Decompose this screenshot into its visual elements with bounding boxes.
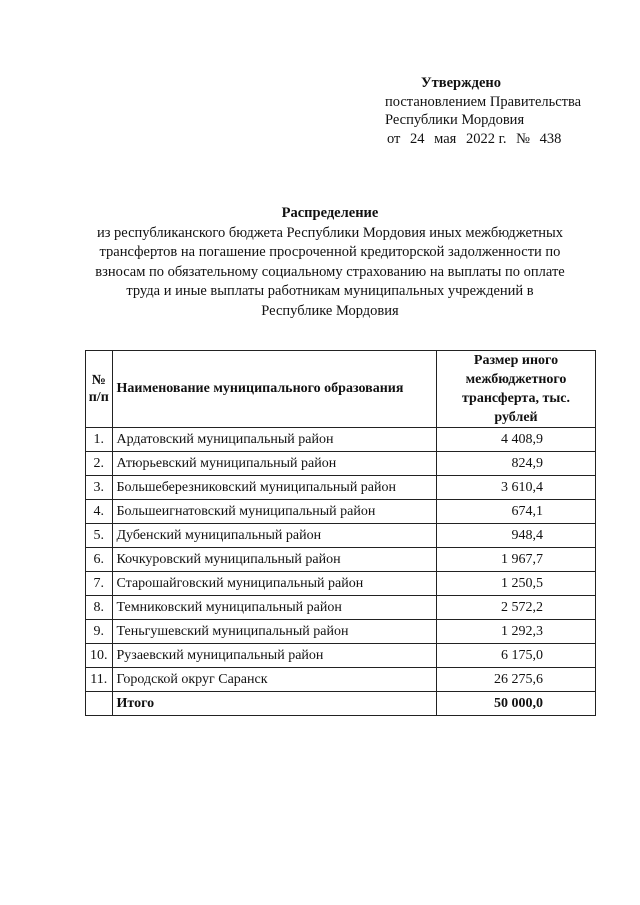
row-value: 674,1 — [437, 500, 596, 524]
row-number: 1. — [86, 428, 113, 452]
row-name: Атюрьевский муниципальный район — [112, 452, 437, 476]
row-number: 5. — [86, 524, 113, 548]
approval-heading: Утверждено — [421, 75, 501, 91]
row-value: 948,4 — [437, 524, 596, 548]
row-value: 1 967,7 — [437, 548, 596, 572]
subtitle-line: Республике Мордовия — [261, 302, 399, 319]
row-name: Кочкуровский муниципальный район — [112, 548, 437, 572]
row-value: 2 572,2 — [437, 596, 596, 620]
header-amount-line: межбюджетного — [465, 372, 567, 387]
header-name: Наименование муниципального образования — [112, 351, 437, 428]
subtitle-line: из республиканского бюджета Республики Мордовия иных межбюджетных — [96, 224, 564, 241]
table-row — [86, 476, 596, 500]
table-row — [86, 428, 596, 452]
total-number-cell — [86, 692, 113, 716]
row-number: 2. — [86, 452, 113, 476]
table-row — [86, 452, 596, 476]
row-name: Ардатовский муниципальный район — [112, 428, 437, 452]
row-value: 1 250,5 — [437, 572, 596, 596]
approval-line-1: постановлением Правительства — [385, 93, 582, 110]
row-value: 6 175,0 — [437, 644, 596, 668]
row-name: Городской округ Саранск — [112, 668, 437, 692]
total-label: Итого — [112, 692, 437, 716]
approval-month: мая — [434, 130, 457, 147]
distribution-table — [85, 350, 596, 716]
subtitle-line: труда и иные выплаты работникам муниципальных учреждений в — [126, 283, 534, 299]
row-name: Дубенский муниципальный район — [112, 524, 437, 548]
table-row — [86, 548, 596, 572]
row-number: 11. — [86, 668, 113, 692]
row-name: Большеигнатовский муниципальный район — [112, 500, 437, 524]
header-amount-line: трансферта, тыс. — [461, 391, 570, 406]
row-number: 9. — [86, 620, 113, 644]
row-value: 4 408,9 — [437, 428, 596, 452]
row-value: 1 292,3 — [437, 620, 596, 644]
approval-number: 438 — [539, 130, 562, 147]
approval-line-2: Республики Мордовия — [385, 112, 525, 128]
total-value: 50 000,0 — [437, 692, 596, 716]
row-number: 3. — [86, 476, 113, 500]
row-name: Рузаевский муниципальный район — [112, 644, 437, 668]
approval-day: 24 — [410, 130, 425, 147]
header-number — [86, 351, 113, 428]
subtitle-line: трансфертов на погашение просроченной кредиторской задолженности по — [99, 244, 561, 260]
row-number: 4. — [86, 500, 113, 524]
row-number: 10. — [86, 644, 113, 668]
subtitle-line: взносам по обязательному социальному страхованию на выплаты по оплате — [95, 263, 565, 280]
table-row — [86, 596, 596, 620]
document-title: Распределение — [281, 205, 379, 221]
row-name: Темниковский муниципальный район — [112, 596, 437, 620]
row-value: 26 275,6 — [437, 668, 596, 692]
table-total-row — [86, 692, 596, 716]
row-name: Большеберезниковский муниципальный район — [112, 476, 437, 500]
header-amount-line: рублей — [494, 410, 538, 425]
approval-stamp — [385, 74, 581, 148]
approval-year: 2022 г. — [465, 130, 507, 147]
table-header-row — [86, 351, 596, 428]
table-row — [86, 644, 596, 668]
header-number-sign: № — [91, 373, 106, 388]
row-name: Теньгушевский муниципальный район — [112, 620, 437, 644]
row-value: 824,9 — [437, 452, 596, 476]
approval-number-sign: № — [516, 130, 530, 147]
row-name: Старошайговский муниципальный район — [112, 572, 437, 596]
approval-date-prefix: от — [387, 130, 401, 147]
row-number: 8. — [86, 596, 113, 620]
row-number: 6. — [86, 548, 113, 572]
table-row — [86, 572, 596, 596]
header-number-abbr: п/п — [88, 390, 109, 405]
table-row — [86, 500, 596, 524]
row-number: 7. — [86, 572, 113, 596]
document-title-block — [70, 204, 590, 321]
approval-date — [387, 130, 581, 149]
table-row — [86, 668, 596, 692]
header-amount-line: Размер иного — [473, 353, 559, 368]
table-row — [86, 620, 596, 644]
header-amount — [437, 351, 596, 428]
row-value: 3 610,4 — [437, 476, 596, 500]
table-row — [86, 524, 596, 548]
